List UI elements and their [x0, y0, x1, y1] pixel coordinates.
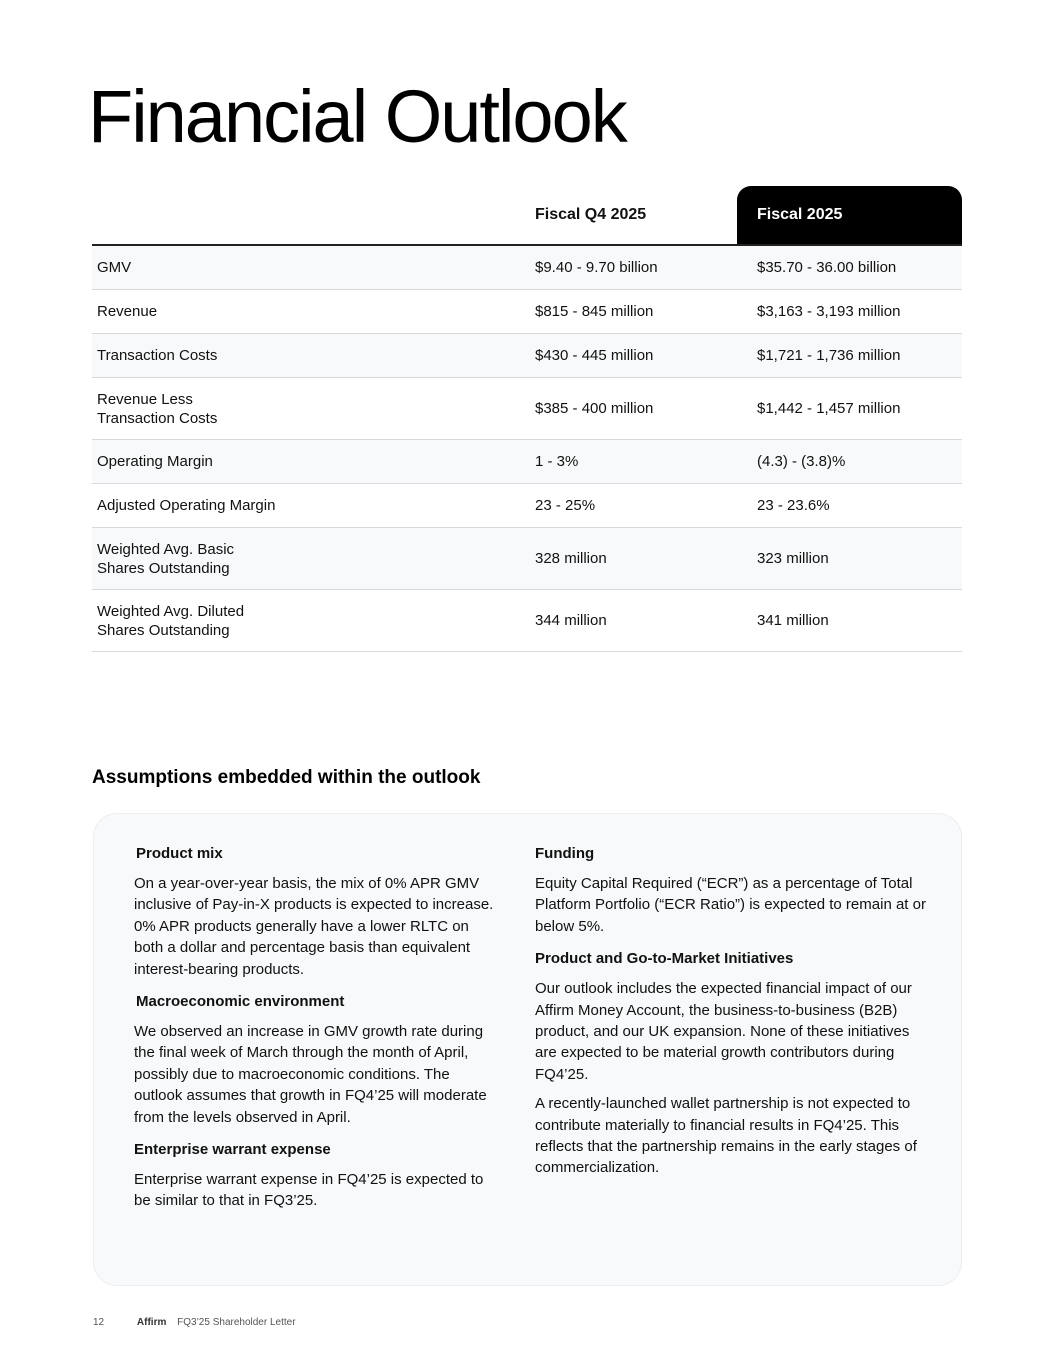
assumption-title: Macroeconomic environment [136, 993, 345, 1011]
row-metric: GMV [97, 259, 132, 276]
assumptions-left-column [134, 844, 499, 1224]
assumption-title: Product mix [136, 845, 223, 862]
row-metric: Adjusted Operating Margin [97, 497, 276, 514]
row-metric: Operating Margin [97, 453, 213, 470]
row-fy-value: 23 - 23.6% [757, 497, 830, 514]
table-row [92, 484, 962, 528]
column-header-q4: Fiscal Q4 2025 [535, 206, 647, 223]
row-q4-value: 1 - 3% [535, 453, 579, 470]
row-metric: Transaction Costs [97, 347, 218, 364]
row-q4-value: 344 million [535, 612, 607, 629]
table-row [92, 290, 962, 334]
assumption-title: Funding [535, 845, 595, 862]
row-q4-value: $430 - 445 million [535, 347, 654, 364]
row-q4-value: $9.40 - 9.70 billion [535, 259, 658, 276]
row-fy-value: 323 million [757, 550, 829, 567]
row-metric: Weighted Avg. Diluted Shares Outstanding [97, 602, 245, 639]
assumption-macroeconomic [134, 992, 499, 1128]
table-row [92, 440, 962, 484]
row-fy-value: $35.70 - 36.00 billion [757, 259, 897, 276]
document-title: FQ3’25 Shareholder Letter [177, 1317, 296, 1328]
outlook-table [92, 186, 962, 652]
assumption-text: Enterprise warrant expense in FQ4’25 is expected to be similar to that in FQ3’25. [134, 1171, 484, 1210]
assumption-text: On a year-over-year basis, the mix of 0% APR GMV inclusive of Pay-in-X products is expected to increase. 0% APR products generally have a lower RLTC on both a dollar and percentage basis than equivalent interest-bearing products. [134, 875, 494, 978]
row-metric: Weighted Avg. Basic Shares Outstanding [97, 540, 235, 577]
row-fy-value: 341 million [757, 612, 829, 629]
row-metric: Revenue [97, 303, 158, 320]
table-row [92, 590, 962, 652]
table-row [92, 528, 962, 590]
row-q4-value: $385 - 400 million [535, 400, 654, 417]
assumption-funding [535, 844, 935, 937]
row-q4-value: 328 million [535, 550, 607, 567]
table-header-row [92, 186, 962, 246]
page-number: 12 [93, 1317, 105, 1328]
assumptions-card [93, 813, 962, 1286]
assumption-text: We observed an increase in GMV growth rate during the final week of March through the month of April, possibly due to macroeconomic conditions. The outlook assumes that growth in FQ4’25 will moderate from the levels observed in April. [134, 1023, 487, 1126]
row-q4-value: 23 - 25% [535, 497, 596, 514]
row-metric: Revenue Less Transaction Costs [97, 390, 218, 427]
table-row [92, 246, 962, 290]
assumption-initiatives [535, 949, 935, 1179]
assumption-text: Equity Capital Required (“ECR”) as a percentage of Total Platform Portfolio (“ECR Ratio”) is expected to remain at or below 5%. [535, 875, 926, 935]
assumption-title: Enterprise warrant expense [134, 1141, 331, 1159]
assumption-text: A recently-launched wallet partnership is not expected to contribute materially to financial results in FQ4’25. This reflects that the partnership remains in the early stages of commercialization. [535, 1095, 917, 1177]
page-title: Financial Outlook [88, 75, 626, 158]
row-fy-value: $3,163 - 3,193 million [757, 303, 901, 320]
row-fy-value: $1,442 - 1,457 million [757, 400, 901, 417]
table-row [92, 378, 962, 440]
assumption-text: Our outlook includes the expected financial impact of our Affirm Money Account, the business-to-business (B2B) product, and our UK expansion. None of these initiatives are expected to be material growth contributors during FQ4’25. [535, 980, 912, 1083]
table-row [92, 334, 962, 378]
assumption-title: Product and Go-to-Market Initiatives [535, 950, 794, 968]
row-fy-value: (4.3) - (3.8)% [757, 453, 846, 470]
page-footer [93, 1317, 296, 1328]
column-header-fy: Fiscal 2025 [737, 186, 962, 244]
assumption-warrant-expense [134, 1140, 499, 1212]
assumptions-heading: Assumptions embedded within the outlook [92, 767, 481, 788]
assumption-product-mix [134, 844, 499, 980]
brand-name: Affirm [136, 1317, 167, 1328]
row-q4-value: $815 - 845 million [535, 303, 654, 320]
assumptions-right-column [535, 844, 935, 1191]
row-fy-value: $1,721 - 1,736 million [757, 347, 901, 364]
